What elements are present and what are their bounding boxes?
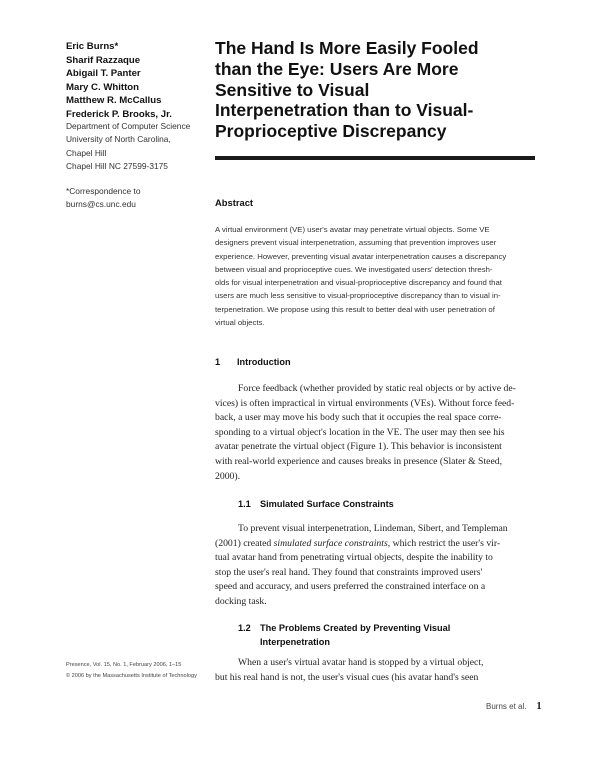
section-heading-line [238,621,450,635]
affiliation [66,120,216,173]
copyright-notice: © 2006 by the Massachusetts Institute of Technology [66,673,197,679]
abstract-line: virtual objects. [215,318,265,328]
abstract-line: terpenetration. We propose using this result to better deal with user penetration of [215,304,495,314]
author-name: Mary C. Whitton [66,81,140,93]
constraints-paragraph [215,522,545,610]
title-line: than the Eye: Users Are More [215,58,459,79]
body-line: but his real hand is not, the user's visual cues (his avatar hand's seen [215,671,479,683]
affiliation-line: Chapel Hill NC 27599-3175 [66,160,168,171]
author-name: Frederick P. Brooks, Jr. [66,108,172,120]
body-text: which restrict the user's vir- [390,537,501,549]
correspondence-email[interactable]: burns@cs.unc.edu [66,199,136,210]
body-line [215,537,545,552]
section-title: Interpenetration [260,637,330,647]
abstract-line: users are much less sensitive to visual-proprioceptive discrepancy than to visual in- [215,291,501,301]
section-heading-simulated-surface-constraints [238,499,394,509]
correspondence [66,185,216,212]
introduction-paragraph [215,382,545,484]
abstract-text [215,223,545,329]
journal-citation: Presence, Vol. 15, No. 1, February 2006, 1–15 [66,662,182,668]
body-line: sponding to a virtual object's location in the VE. The user may then see his [215,426,505,438]
section-title: The Problems Created by Preventing Visual [260,623,451,633]
affiliation-line: University of North Carolina, [66,134,171,145]
section-number: 1.1 [238,499,251,509]
body-text: (2001) created [215,537,274,549]
correspondence-label: *Correspondence to [66,186,141,196]
title-line: Interpenetration than to Visual- [215,100,474,121]
section-title: Introduction [237,357,291,367]
body-line: stop the user's real hand. They found that constraints improved users' [215,566,483,578]
affiliation-line: Chapel Hill [66,147,107,158]
body-line: Force feedback (whether provided by static real objects or by active de- [238,383,516,394]
abstract-line: designers prevent visual interpenetration, assuming that prevention improves user [215,238,497,248]
title-rule [215,156,535,160]
body-line: tual avatar hand from penetrating virtual objects, despite the inability to [215,552,493,564]
abstract-line: experience. However, preventing visual avatar interpenetration causes a discrepancy [215,251,507,261]
body-line: vices) is often impractical in virtual environments (VEs). Without force feed- [215,397,515,409]
publication-info [66,660,226,682]
abstract-line: olds for visual interpenetration and visual-proprioceptive discrepancy and found that [215,278,502,288]
section-number: 1 [215,357,221,367]
affiliation-line: Department of Computer Science [66,121,191,131]
running-head: Burns et al. [486,702,527,711]
abstract-heading: Abstract [215,197,254,208]
body-line: To prevent visual interpenetration, Lindeman, Sibert, and Templeman [238,523,508,534]
section-heading-line [238,635,450,649]
body-line: avatar penetrate the virtual object (Figure 1). This behavior is inconsistent [215,441,502,453]
page-footer [486,701,541,712]
emphasized-term: simulated surface constraints, [273,537,391,549]
body-line: back, a user may move his body such that it occupies the real space corre- [215,412,502,424]
section-title: Simulated Surface Constraints [260,499,394,509]
abstract-line: between visual and proprioceptive cues. We investigated users' detection thresh- [215,264,493,274]
section-heading-introduction [215,357,291,367]
author-name: Sharif Razzaque [66,54,141,66]
problems-paragraph [215,656,545,685]
title-line: The Hand Is More Easily Fooled [215,38,479,58]
abstract-line: A virtual environment (VE) user's avatar may penetrate virtual objects. Some VE [215,225,490,234]
body-line: docking task. [215,595,267,607]
page-number: 1 [536,701,542,712]
paper-title [215,38,545,142]
author-name: Matthew R. McCallus [66,95,162,107]
body-line: When a user's virtual avatar hand is stopped by a virtual object, [238,657,484,668]
author-name: Abigail T. Panter [66,68,141,80]
body-line: with real-world experience and causes breaks in presence (Slater & Steed, [215,455,503,467]
section-heading-problems [238,621,450,649]
title-line: Proprioceptive Discrepancy [215,121,447,142]
body-line: 2000). [215,470,241,482]
author-name: Eric Burns* [66,41,119,52]
section-number: 1.2 [238,623,251,633]
body-line: speed and accuracy, and users preferred the constrained interface on a [215,581,486,593]
author-list [66,40,206,122]
title-line: Sensitive to Visual [215,79,370,100]
